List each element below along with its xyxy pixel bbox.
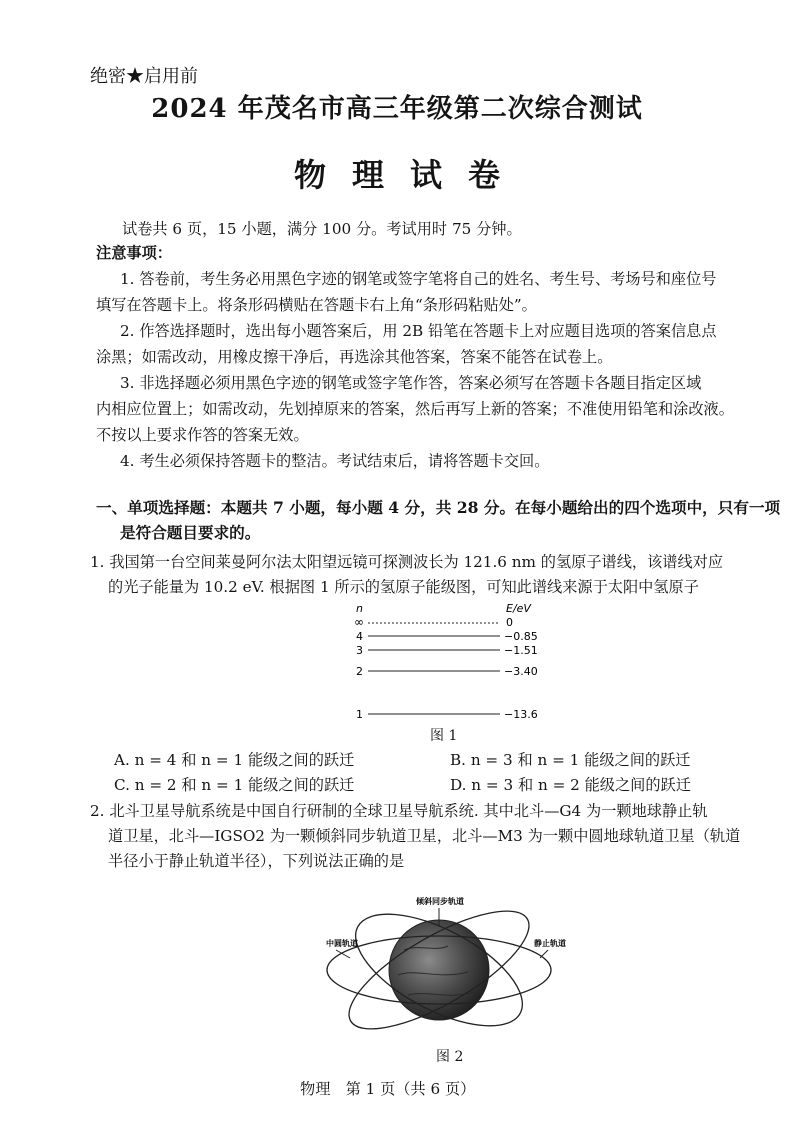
label-pointer	[336, 950, 350, 958]
option-b: B. n = 3 和 n = 1 能级之间的跃迁	[450, 751, 691, 769]
level-n-label: 1	[356, 708, 363, 721]
energy-axis-label: E/eV	[506, 602, 531, 615]
exam-intro: 试卷共 6 页，15 小题，满分 100 分。考试用时 75 分钟。	[122, 220, 522, 238]
page-footer: 物理 第 1 页（共 6 页）	[300, 1080, 476, 1098]
option-a: A. n = 4 和 n = 1 能级之间的跃迁	[114, 751, 355, 769]
subject-title: 物理试卷	[293, 156, 526, 194]
exam-title: 2024 年茂名市高三年级第二次综合测试	[151, 94, 643, 124]
notes-line: 3. 非选择题必须用黑色字迹的钢笔或签字笔作答，答案必须写在答题卡各题目指定区域	[120, 374, 702, 392]
figure-2-caption: 图 2	[436, 1049, 464, 1065]
notes-line: 涂黑；如需改动，用橡皮擦干净后，再选涂其他答案，答案不能答在试卷上。	[96, 348, 613, 366]
geo-orbit-label: 静止轨道	[534, 939, 566, 948]
section-heading: 是符合题目要求的。	[120, 523, 261, 542]
confidential-mark: 绝密★启用前	[90, 66, 198, 87]
level-energy-label: −13.6	[504, 708, 538, 721]
notes-line: 内相应位置上；如需改动，先划掉原来的答案，然后再写上新的答案；不准使用铅笔和涂改液。	[96, 400, 734, 418]
notes-title: 注意事项：	[96, 244, 172, 262]
notes-line: 1. 答卷前，考生务必用黑色字迹的钢笔或签字笔将自己的姓名、考生号、考场号和座位号	[120, 270, 717, 288]
notes-line: 4. 考生必须保持答题卡的整洁。考试结束后，请将答题卡交回。	[120, 452, 550, 470]
option-c: C. n = 2 和 n = 1 能级之间的跃迁	[114, 776, 355, 794]
question-2-text: 道卫星，北斗—IGSO2 为一颗倾斜同步轨道卫星，北斗—M3 为一颗中圆地球轨道卫星（轨道	[108, 827, 741, 845]
inclined-orbit-label: 倾斜同步轨道	[416, 897, 464, 906]
question-1-text: 的光子能量为 10.2 eV. 根据图 1 所示的氢原子能级图，可知此谱线来源于太阳中氢原子	[108, 578, 699, 596]
notes-line: 2. 作答选择题时，选出每小题答案后，用 2B 铅笔在答题卡上对应题目选项的答案信息点	[120, 322, 717, 340]
medium-orbit-label: 中圆轨道	[326, 939, 358, 948]
section-heading: 一、单项选择题：本题共 7 小题，每小题 4 分，共 28 分。在每小题给出的四个选项中，只有一项	[96, 498, 781, 517]
energy-level-diagram	[340, 600, 540, 726]
label-pointer	[540, 950, 548, 958]
level-energy-label: −1.51	[504, 644, 538, 657]
satellite-orbits-diagram	[318, 880, 578, 1050]
level-n-label: ∞	[354, 615, 364, 629]
level-n-label: 2	[356, 665, 363, 678]
notes-line: 填写在答题卡上。将条形码横贴在答题卡右上角“条形码粘贴处”。	[96, 296, 537, 314]
level-energy-label: −3.40	[504, 665, 538, 678]
n-axis-label: n	[356, 602, 363, 615]
earth-globe	[389, 920, 489, 1020]
question-1-text: 1. 我国第一台空间莱曼阿尔法太阳望远镜可探测波长为 121.6 nm 的氢原子谱线，该谱线对应	[90, 553, 724, 571]
level-n-label: 4	[356, 630, 363, 643]
figure-1-caption: 图 1	[430, 728, 458, 744]
question-2-text: 2. 北斗卫星导航系统是中国自行研制的全球卫星导航系统. 其中北斗—G4 为一颗地球静止轨	[90, 802, 708, 820]
option-d: D. n = 3 和 n = 2 能级之间的跃迁	[450, 776, 691, 794]
level-energy-label: −0.85	[504, 630, 538, 643]
question-2-text: 半径小于静止轨道半径），下列说法正确的是	[108, 852, 405, 870]
notes-line: 不按以上要求作答的答案无效。	[96, 426, 309, 444]
level-energy-label: 0	[506, 616, 513, 629]
level-n-label: 3	[356, 644, 363, 657]
